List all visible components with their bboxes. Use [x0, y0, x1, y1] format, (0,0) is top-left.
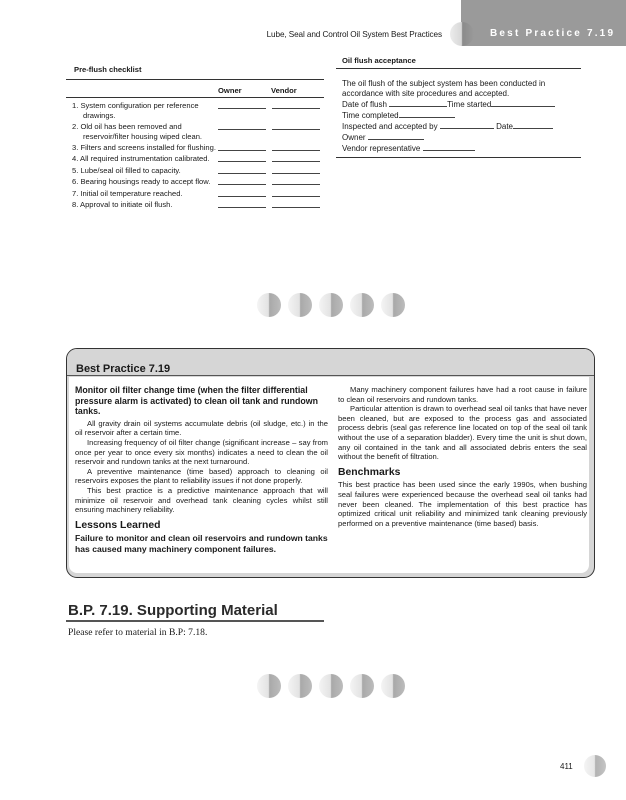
- best-practice-content: [69, 377, 589, 573]
- body-paragraph: All gravity drain oil systems accumulate debris (oil sludge, etc.) in the oil reservoir after a certain time.: [75, 418, 328, 438]
- body-paragraph: A preventive maintenance (time based) approach to cleaning oil reservoirs exposes the plant to reliability issues if not done properly.: [75, 466, 328, 486]
- vendor-rep-line: Vendor representative: [342, 143, 578, 154]
- vendor-rep-blank: [423, 143, 475, 151]
- owner-column-header: Owner: [218, 86, 242, 95]
- ornament-circle-row: [257, 293, 407, 317]
- lessons-learned-heading: Lessons Learned: [75, 519, 161, 531]
- ornament-circle: [381, 293, 405, 317]
- vendor-signoff-blank: [272, 143, 320, 151]
- acceptance-body: [342, 79, 578, 154]
- footer-circle-ornament: [584, 755, 606, 777]
- lessons-learned-text: Failure to monitor and clean oil reservoirs and rundown tanks has caused many machinery component failures.: [75, 533, 328, 554]
- time-started-blank: [491, 99, 555, 107]
- owner-signoff-blank: [218, 122, 266, 130]
- best-practice-box-header: [67, 349, 594, 376]
- body-paragraph: This best practice is a predictive maintenance approach that will minimize oil reservoir and overhead tank cleaning cycles whilst still ensuring machinery reliability.: [75, 485, 328, 515]
- header-tab: [461, 0, 626, 46]
- owner-blank: [368, 132, 424, 140]
- supporting-material-rule: [66, 620, 324, 622]
- owner-signoff-blank: [218, 200, 266, 208]
- ornament-circle: [257, 674, 281, 698]
- supporting-material-text: Please refer to material in B.P: 7.18.: [68, 627, 208, 638]
- owner-signoff-blank: [218, 154, 266, 162]
- ornament-circle: [319, 293, 343, 317]
- time-completed-line: Time completed: [342, 110, 578, 121]
- checklist-item: 8. Approval to initiate oil flush.: [72, 200, 324, 210]
- vendor-signoff-blank: [272, 154, 320, 162]
- ornament-circle: [257, 293, 281, 317]
- checklist-header-rule: [66, 97, 324, 98]
- ornament-circle: [350, 293, 374, 317]
- acceptance-bottom-rule: [336, 157, 581, 158]
- inspector-blank: [440, 121, 494, 129]
- acceptance-statement: The oil flush of the subject system has been conducted in accordance with site procedures and accepted.: [342, 79, 546, 98]
- checklist-items: [72, 101, 324, 211]
- checklist-item: 7. Initial oil temperature reached.: [72, 189, 324, 199]
- owner-signoff-blank: [218, 143, 266, 151]
- checklist-item: 5. Lube/seal oil filled to capacity.: [72, 166, 324, 176]
- vendor-signoff-blank: [272, 122, 320, 130]
- best-practice-box: [66, 348, 595, 578]
- ornament-circle: [288, 674, 312, 698]
- best-practice-heading: Best Practice 7.19: [76, 363, 171, 375]
- page-number: 411: [560, 762, 573, 771]
- vendor-column-header: Vendor: [271, 86, 297, 95]
- checklist-item: 1. System configuration per reference drawings.: [72, 101, 324, 120]
- benchmarks-text: This best practice has been used since the early 1990s, when bushing seal failures were experienced because the overhead seal oil tanks had never been cleaned. The implementation of this best practice has optimized critical unit reliability and minimized tank cleaning previously performed on a preventive maintenance (time based) basis.: [338, 480, 587, 528]
- checklist-item: 4. All required instrumentation calibrated.: [72, 154, 324, 164]
- best-practice-tab-label: Best Practice 7.19: [490, 28, 616, 39]
- ornament-circle-row: [257, 674, 407, 698]
- best-practice-lead: Monitor oil filter change time (when the filter differential pressure alarm is activated) to clean oil tank and rundown tanks.: [75, 385, 318, 417]
- flush-date-line: Date of flush Time started: [342, 99, 578, 110]
- body-paragraph: Increasing frequency of oil filter change (significant increase – say from once per year to once every six months) indicates a need to clean the oil reservoir and rundown tanks at the next turnaround.: [75, 437, 328, 467]
- owner-signoff-blank: [218, 177, 266, 185]
- checklist-top-rule: [66, 79, 324, 80]
- checklist-item: 6. Bearing housings ready to accept flow.: [72, 177, 324, 187]
- acceptance-top-rule: [336, 68, 581, 69]
- running-title: Lube, Seal and Control Oil System Best Practices: [266, 30, 442, 39]
- ornament-circle: [288, 293, 312, 317]
- vendor-signoff-blank: [272, 101, 320, 109]
- ornament-circle: [381, 674, 405, 698]
- vendor-signoff-blank: [272, 189, 320, 197]
- supporting-material-title: B.P. 7.19. Supporting Material: [68, 602, 278, 619]
- vendor-signoff-blank: [272, 166, 320, 174]
- owner-signoff-blank: [218, 101, 266, 109]
- flush-date-blank: [389, 99, 447, 107]
- owner-signoff-blank: [218, 189, 266, 197]
- owner-line: Owner: [342, 132, 578, 143]
- body-paragraph: Many machinery component failures have had a root cause in failure to clean oil reservoirs and rundown tanks.: [338, 385, 587, 404]
- acceptance-title: Oil flush acceptance: [342, 56, 416, 65]
- ornament-circle: [350, 674, 374, 698]
- inspection-date-blank: [513, 121, 553, 129]
- owner-signoff-blank: [218, 166, 266, 174]
- header-circle-ornament: [450, 22, 474, 46]
- body-paragraph: Particular attention is drawn to overhead seal oil tanks that have never been cleaned, but are exposed to the process gas and associated process debris (seal gas reference line located on top of the seal oil tank without the use of a separation bladder). Every time the unit is shut down, any oil contained in the tank and all associated debris enters the seal without the benefit of filtration.: [338, 404, 587, 462]
- inspected-line: Inspected and accepted by Date: [342, 121, 578, 132]
- best-practice-right-column: [338, 385, 587, 528]
- vendor-signoff-blank: [272, 200, 320, 208]
- best-practice-left-column: [75, 385, 328, 555]
- vendor-signoff-blank: [272, 177, 320, 185]
- time-completed-blank: [399, 110, 455, 118]
- checklist-title: Pre-flush checklist: [74, 65, 142, 74]
- benchmarks-heading: Benchmarks: [338, 466, 401, 478]
- ornament-circle: [319, 674, 343, 698]
- checklist-item: 2. Old oil has been removed and reservoir/filter housing wiped clean.: [72, 122, 324, 141]
- checklist-item: 3. Filters and screens installed for flushing.: [72, 143, 324, 153]
